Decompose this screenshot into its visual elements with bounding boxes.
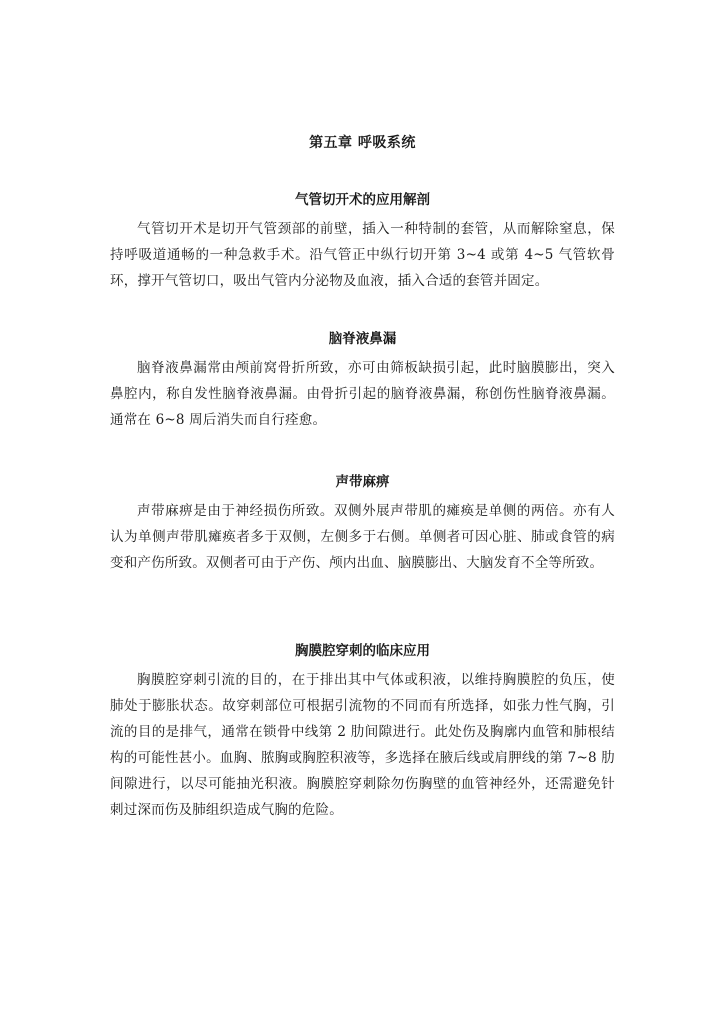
chapter-title: 第五章 呼吸系统 [309,135,416,151]
section-paragraph: 气管切开术是切开气管颈部的前壁，插入一种特制的套管，从而解除窒息，保持呼吸道通畅的一种急救手术。沿气管正中纵行切开第 3~4 或第 4~5 气管软骨环，撑开气管切口，吸出气管内分泌物及血液，插入合适的套管并固定。 [110,221,615,289]
section-vocal-cord-paralysis [110,472,615,576]
section-title: 脑脊液鼻漏 [328,331,397,347]
section-paragraph: 胸膜腔穿刺引流的目的，在于排出其中气体或积液，以维持胸膜腔的负压，使肺处于膨胀状态。故穿刺部位可根据引流物的不同而有所选择，如张力性气胸，引流的目的是排气，通常在锁骨中线第 2 肋间隙进行。此处伤及胸廓内血管和肺根结构的可能性甚小。血胸、脓胸或胸腔积液等，多选择在腋后线或肩胛线的第 7~8 肋间隙进行，以尽可能抽光积液。胸膜腔穿刺除勿伤胸壁的血管神经外，还需避免针刺过深而伤及肺组织造成气胸的危险。 [110,672,615,818]
section-paragraph: 声带麻痹是由于神经损伤所致。双侧外展声带肌的瘫痪是单侧的两倍。亦有人认为单侧声带肌瘫痪者多于双侧，左侧多于右侧。单侧者可因心脏、肺或食管的病变和产伤所致。双侧者可由于产伤、颅内出血、脑膜膨出、大脑发育不全等所致。 [110,503,615,571]
section-tracheotomy [110,190,615,294]
section-csf-rhinorrhea [110,329,615,433]
section-thoracentesis [110,641,615,823]
section-title: 气管切开术的应用解剖 [295,192,430,208]
section-paragraph: 脑脊液鼻漏常由颅前窝骨折所致，亦可由筛板缺损引起，此时脑膜膨出，突入鼻腔内，称自发性脑脊液鼻漏。由骨折引起的脑脊液鼻漏，称创伤性脑脊液鼻漏。通常在 6~8 周后消失而自行痊愈。 [110,360,615,428]
section-title: 声带麻痹 [335,474,390,490]
section-title: 胸膜腔穿刺的临床应用 [295,643,430,659]
